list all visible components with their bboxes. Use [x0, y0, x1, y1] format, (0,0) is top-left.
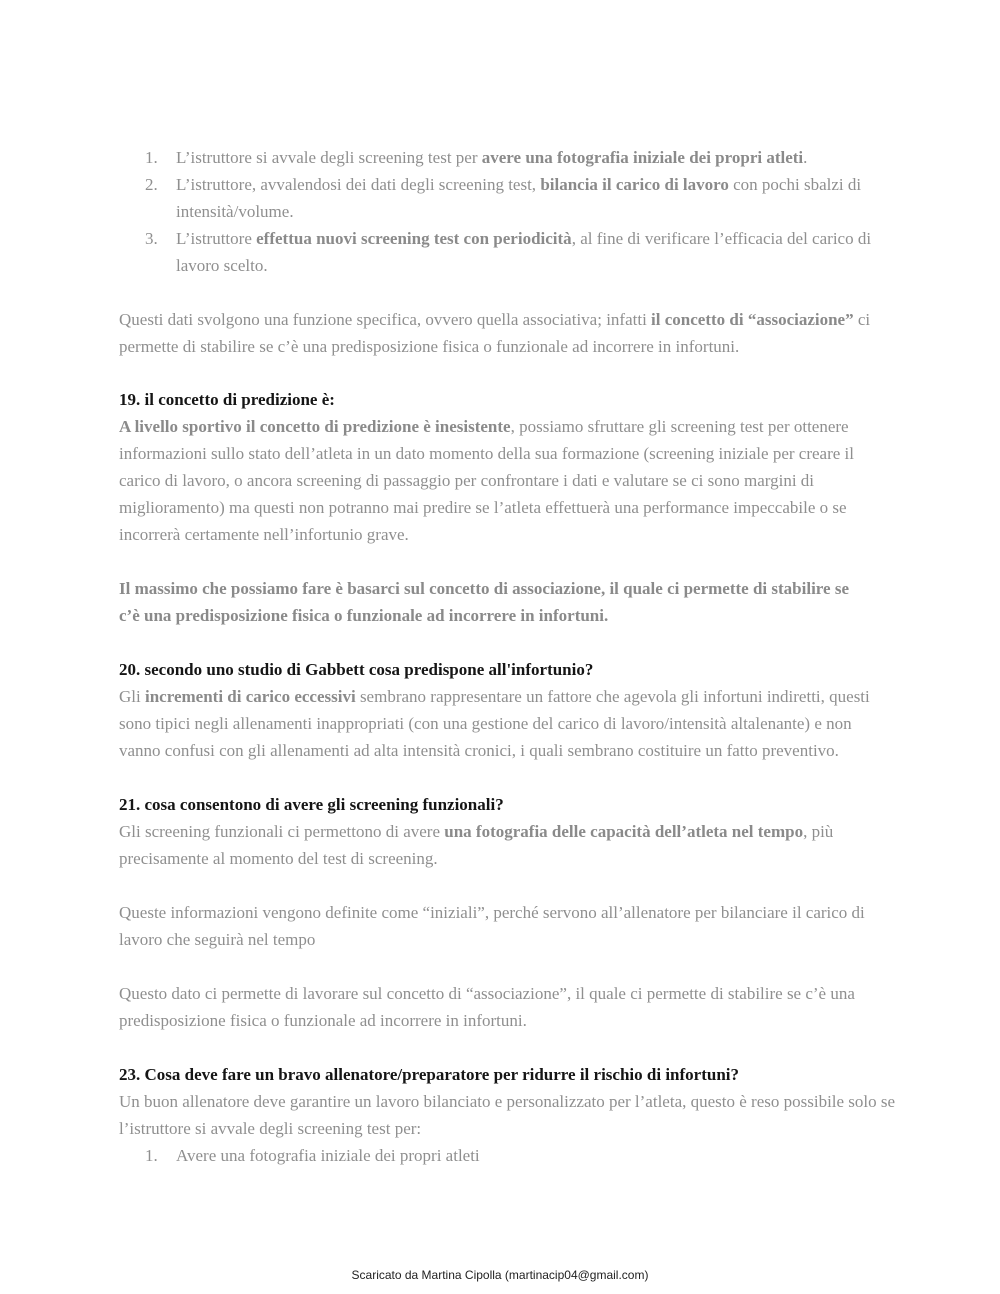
- bold-emphasis: il concetto di “associazione”: [651, 310, 854, 329]
- question-19-conclusion: [119, 606, 608, 626]
- question-23-answer: Un buon allenatore deve garantire un lavoro bilanciato e personalizzato per l’atleta, questo è reso possibile solo se: [119, 1092, 896, 1111]
- question-20-answer: vanno confusi con gli allenamenti ad alta intensità cronici, i quali sembrano costituire un fatto preventivo.: [119, 741, 839, 760]
- question-20-answer: Gli incrementi di carico eccessivi sembrano rappresentare un fattore che agevola gli infortuni indiretti, questi: [119, 687, 870, 706]
- question-20-answer: sono tipici negli allenamenti inappropriati (con una gestione del carico di lavoro/intensità altalenante) e non: [119, 714, 852, 733]
- bold-emphasis: una fotografia delle capacità dell’atleta nel tempo: [444, 822, 804, 841]
- question-21-paragraph-2: Queste informazioni vengono definite come “iniziali”, perché servono all’allenatore per bilanciare il carico di: [119, 903, 865, 922]
- question-19-answer: A livello sportivo il concetto di predizione è inesistente, possiamo sfruttare gli screening test per ottenere: [119, 417, 849, 436]
- association-paragraph: Questi dati svolgono una funzione specifica, ovvero quella associativa; infatti il concetto di “associazione” ci: [119, 310, 871, 329]
- question-19-answer: informazioni sullo stato dell’atleta in un dato momento della sua formazione (screening iniziale per creare il: [119, 444, 854, 463]
- list-item-item: L’istruttore, avvalendosi dei dati degli screening test, bilancia il carico di lavoro con pochi sbalzi di: [176, 175, 862, 194]
- bold-emphasis: bilancia il carico di lavoro: [540, 175, 729, 194]
- list-item-number: 1.: [145, 148, 158, 167]
- association-paragraph: permette di stabilire se c’è una predisposizione fisica o funzionale ad incorrere in infortuni.: [119, 337, 740, 356]
- question-21-paragraph-3: Questo dato ci permette di lavorare sul concetto di “associazione”, il quale ci permette di stabilire se c’è una: [119, 984, 855, 1003]
- bold-emphasis: A livello sportivo il concetto di predizione è inesistente: [119, 417, 511, 436]
- list-item-item: L’istruttore effettua nuovi screening test con periodicità, al fine di verificare l’efficacia del carico di: [176, 229, 872, 248]
- list-item-item: L’istruttore si avvale degli screening test per avere una fotografia iniziale dei propri atleti.: [176, 148, 808, 167]
- list-item-number: 3.: [145, 229, 158, 248]
- question-19-conclusion: [119, 579, 849, 599]
- question-23-heading: 23. Cosa deve fare un bravo allenatore/preparatore per ridurre il rischio di infortuni?: [119, 1065, 739, 1084]
- bold-emphasis: Il massimo che possiamo fare è basarci sul concetto di associazione, il quale ci permette di stabilire se: [119, 579, 849, 598]
- question-21-paragraph-3: predisposizione fisica o funzionale ad incorrere in infortuni.: [119, 1011, 527, 1030]
- list-item-number: 2.: [145, 175, 158, 194]
- question-21-answer: Gli screening funzionali ci permettono di avere una fotografia delle capacità dell’atleta nel tempo, più: [119, 822, 834, 841]
- question-21-answer: precisamente al momento del test di screening.: [119, 849, 438, 868]
- bold-emphasis: incrementi di carico eccessivi: [144, 687, 356, 706]
- question-21-heading: 21. cosa consentono di avere gli screening funzionali?: [119, 795, 504, 814]
- question-23-answer: l’istruttore si avvale degli screening test per:: [119, 1119, 422, 1138]
- question-23-list-item-number: 1.: [145, 1146, 158, 1165]
- download-footer: Scaricato da Martina Cipolla (martinacip04@gmail.com): [351, 1268, 649, 1282]
- question-19-answer: miglioramento) ma questi non potranno mai predire se l’atleta effettuerà una performance impeccabile o se: [119, 498, 847, 517]
- question-19-answer: carico di lavoro, o ancora screening di passaggio per confrontare i dati e valutare se ci sono margini di: [119, 471, 815, 490]
- question-19-heading: 19. il concetto di predizione è:: [119, 390, 335, 409]
- bold-emphasis: effettua nuovi screening test con periodicità: [256, 229, 572, 248]
- question-21-paragraph-2: lavoro che seguirà nel tempo: [119, 930, 316, 949]
- list-item-item: lavoro scelto.: [176, 256, 268, 275]
- list-item-item: intensità/volume.: [176, 202, 294, 221]
- question-20-heading: 20. secondo uno studio di Gabbett cosa predispone all'infortunio?: [119, 660, 594, 679]
- bold-emphasis: avere una fotografia iniziale dei propri atleti: [481, 148, 804, 167]
- question-19-answer: incorrerà certamente nell’infortunio grave.: [119, 525, 409, 544]
- bold-emphasis: c’è una predisposizione fisica o funzionale ad incorrere in infortuni.: [119, 606, 609, 625]
- question-23-list-item-item: Avere una fotografia iniziale dei propri atleti: [176, 1146, 480, 1165]
